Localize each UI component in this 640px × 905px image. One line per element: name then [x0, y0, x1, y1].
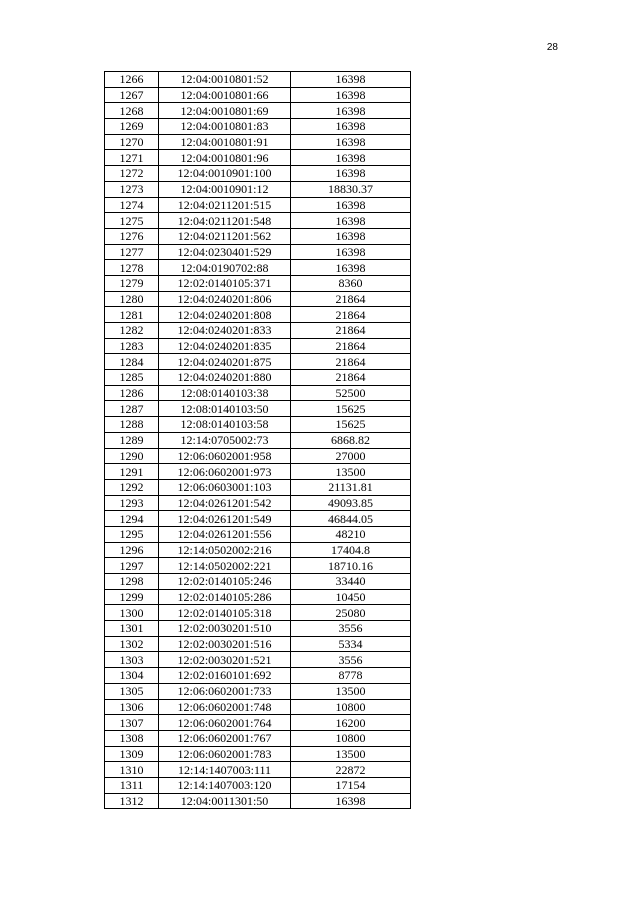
value-cell: 16398 — [291, 260, 411, 276]
table-row — [105, 401, 411, 417]
value-cell: 16398 — [291, 87, 411, 103]
data-table — [104, 71, 411, 809]
cadastral-number-cell: 12:02:0030201:516 — [159, 636, 291, 652]
table-row — [105, 526, 411, 542]
cadastral-number-cell: 12:04:0010801:91 — [159, 134, 291, 150]
table-row — [105, 244, 411, 260]
row-number-cell: 1279 — [105, 275, 159, 291]
table-row — [105, 746, 411, 762]
value-cell: 15625 — [291, 417, 411, 433]
table-row — [105, 636, 411, 652]
table-row — [105, 417, 411, 433]
value-cell: 16200 — [291, 715, 411, 731]
cadastral-number-cell: 12:02:0030201:521 — [159, 652, 291, 668]
table-row — [105, 683, 411, 699]
cadastral-number-cell: 12:02:0140105:371 — [159, 275, 291, 291]
table-row — [105, 777, 411, 793]
table-row — [105, 699, 411, 715]
cadastral-number-cell: 12:14:0502002:221 — [159, 558, 291, 574]
table-row — [105, 668, 411, 684]
table-row — [105, 119, 411, 135]
row-number-cell: 1290 — [105, 448, 159, 464]
row-number-cell: 1266 — [105, 72, 159, 88]
table-row — [105, 370, 411, 386]
value-cell: 16398 — [291, 244, 411, 260]
cadastral-number-cell: 12:04:0010801:69 — [159, 103, 291, 119]
table-row — [105, 432, 411, 448]
cadastral-number-cell: 12:04:0211201:515 — [159, 197, 291, 213]
table-row — [105, 103, 411, 119]
table-row — [105, 495, 411, 511]
value-cell: 49093.85 — [291, 495, 411, 511]
value-cell: 52500 — [291, 385, 411, 401]
table-row — [105, 558, 411, 574]
value-cell: 21131.81 — [291, 479, 411, 495]
table-row — [105, 621, 411, 637]
table-row — [105, 291, 411, 307]
row-number-cell: 1288 — [105, 417, 159, 433]
cadastral-number-cell: 12:08:0140103:50 — [159, 401, 291, 417]
table-row — [105, 307, 411, 323]
cadastral-number-cell: 12:14:0502002:216 — [159, 542, 291, 558]
table-row — [105, 793, 411, 809]
table-row — [105, 166, 411, 182]
cadastral-number-cell: 12:04:0190702:88 — [159, 260, 291, 276]
value-cell: 16398 — [291, 166, 411, 182]
table-body — [105, 72, 411, 809]
row-number-cell: 1285 — [105, 370, 159, 386]
value-cell: 15625 — [291, 401, 411, 417]
cadastral-number-cell: 12:04:0261201:542 — [159, 495, 291, 511]
table-row — [105, 479, 411, 495]
value-cell: 13500 — [291, 746, 411, 762]
row-number-cell: 1269 — [105, 119, 159, 135]
cadastral-number-cell: 12:04:0010901:12 — [159, 181, 291, 197]
row-number-cell: 1292 — [105, 479, 159, 495]
cadastral-number-cell: 12:06:0602001:733 — [159, 683, 291, 699]
table-row — [105, 213, 411, 229]
cadastral-number-cell: 12:04:0261201:556 — [159, 526, 291, 542]
row-number-cell: 1300 — [105, 605, 159, 621]
value-cell: 16398 — [291, 72, 411, 88]
row-number-cell: 1271 — [105, 150, 159, 166]
table-row — [105, 385, 411, 401]
value-cell: 17404.8 — [291, 542, 411, 558]
row-number-cell: 1291 — [105, 464, 159, 480]
cadastral-number-cell: 12:04:0211201:548 — [159, 213, 291, 229]
cadastral-number-cell: 12:04:0011301:50 — [159, 793, 291, 809]
cadastral-number-cell: 12:06:0602001:767 — [159, 730, 291, 746]
row-number-cell: 1273 — [105, 181, 159, 197]
row-number-cell: 1284 — [105, 354, 159, 370]
row-number-cell: 1270 — [105, 134, 159, 150]
cadastral-number-cell: 12:02:0140105:318 — [159, 605, 291, 621]
cadastral-number-cell: 12:02:0140105:286 — [159, 589, 291, 605]
value-cell: 10450 — [291, 589, 411, 605]
row-number-cell: 1303 — [105, 652, 159, 668]
cadastral-number-cell: 12:04:0240201:880 — [159, 370, 291, 386]
cadastral-number-cell: 12:04:0010801:96 — [159, 150, 291, 166]
value-cell: 16398 — [291, 213, 411, 229]
value-cell: 21864 — [291, 354, 411, 370]
value-cell: 21864 — [291, 323, 411, 339]
value-cell: 17154 — [291, 777, 411, 793]
value-cell: 10800 — [291, 699, 411, 715]
table-row — [105, 228, 411, 244]
cadastral-number-cell: 12:04:0010801:66 — [159, 87, 291, 103]
value-cell: 16398 — [291, 103, 411, 119]
value-cell: 16398 — [291, 793, 411, 809]
table-row — [105, 589, 411, 605]
table-row — [105, 464, 411, 480]
table-row — [105, 448, 411, 464]
row-number-cell: 1296 — [105, 542, 159, 558]
cadastral-number-cell: 12:04:0240201:806 — [159, 291, 291, 307]
cadastral-number-cell: 12:04:0240201:835 — [159, 338, 291, 354]
value-cell: 21864 — [291, 291, 411, 307]
cadastral-number-cell: 12:02:0160101:692 — [159, 668, 291, 684]
row-number-cell: 1267 — [105, 87, 159, 103]
table-row — [105, 542, 411, 558]
value-cell: 18710.16 — [291, 558, 411, 574]
table-row — [105, 181, 411, 197]
value-cell: 3556 — [291, 652, 411, 668]
value-cell: 6868.82 — [291, 432, 411, 448]
table-row — [105, 87, 411, 103]
cadastral-number-cell: 12:14:1407003:120 — [159, 777, 291, 793]
value-cell: 16398 — [291, 119, 411, 135]
cadastral-number-cell: 12:14:0705002:73 — [159, 432, 291, 448]
row-number-cell: 1280 — [105, 291, 159, 307]
cadastral-number-cell: 12:04:0261201:549 — [159, 511, 291, 527]
row-number-cell: 1278 — [105, 260, 159, 276]
table-row — [105, 260, 411, 276]
row-number-cell: 1289 — [105, 432, 159, 448]
row-number-cell: 1305 — [105, 683, 159, 699]
value-cell: 27000 — [291, 448, 411, 464]
row-number-cell: 1308 — [105, 730, 159, 746]
row-number-cell: 1299 — [105, 589, 159, 605]
table-row — [105, 605, 411, 621]
row-number-cell: 1286 — [105, 385, 159, 401]
table-row — [105, 134, 411, 150]
value-cell: 25080 — [291, 605, 411, 621]
value-cell: 5334 — [291, 636, 411, 652]
row-number-cell: 1282 — [105, 323, 159, 339]
cadastral-number-cell: 12:14:1407003:111 — [159, 762, 291, 778]
cadastral-number-cell: 12:06:0602001:783 — [159, 746, 291, 762]
table-row — [105, 762, 411, 778]
value-cell: 3556 — [291, 621, 411, 637]
table-row — [105, 275, 411, 291]
cadastral-number-cell: 12:04:0010901:100 — [159, 166, 291, 182]
cadastral-number-cell: 12:06:0602001:958 — [159, 448, 291, 464]
cadastral-number-cell: 12:06:0602001:748 — [159, 699, 291, 715]
page-number: 28 — [546, 42, 558, 53]
cadastral-number-cell: 12:04:0240201:833 — [159, 323, 291, 339]
row-number-cell: 1274 — [105, 197, 159, 213]
value-cell: 16398 — [291, 228, 411, 244]
row-number-cell: 1297 — [105, 558, 159, 574]
cadastral-number-cell: 12:04:0010801:83 — [159, 119, 291, 135]
row-number-cell: 1272 — [105, 166, 159, 182]
value-cell: 13500 — [291, 464, 411, 480]
cadastral-number-cell: 12:06:0603001:103 — [159, 479, 291, 495]
row-number-cell: 1302 — [105, 636, 159, 652]
value-cell: 8360 — [291, 275, 411, 291]
value-cell: 18830.37 — [291, 181, 411, 197]
value-cell: 48210 — [291, 526, 411, 542]
cadastral-number-cell: 12:04:0230401:529 — [159, 244, 291, 260]
cadastral-number-cell: 12:04:0010801:52 — [159, 72, 291, 88]
row-number-cell: 1309 — [105, 746, 159, 762]
row-number-cell: 1307 — [105, 715, 159, 731]
row-number-cell: 1283 — [105, 338, 159, 354]
row-number-cell: 1310 — [105, 762, 159, 778]
value-cell: 22872 — [291, 762, 411, 778]
row-number-cell: 1293 — [105, 495, 159, 511]
value-cell: 46844.05 — [291, 511, 411, 527]
value-cell: 10800 — [291, 730, 411, 746]
value-cell: 13500 — [291, 683, 411, 699]
table-row — [105, 323, 411, 339]
row-number-cell: 1306 — [105, 699, 159, 715]
value-cell: 21864 — [291, 338, 411, 354]
row-number-cell: 1268 — [105, 103, 159, 119]
value-cell: 21864 — [291, 370, 411, 386]
table-row — [105, 354, 411, 370]
table-row — [105, 511, 411, 527]
cadastral-number-cell: 12:02:0030201:510 — [159, 621, 291, 637]
row-number-cell: 1294 — [105, 511, 159, 527]
row-number-cell: 1298 — [105, 574, 159, 590]
value-cell: 16398 — [291, 134, 411, 150]
value-cell: 16398 — [291, 150, 411, 166]
value-cell: 21864 — [291, 307, 411, 323]
cadastral-number-cell: 12:04:0240201:808 — [159, 307, 291, 323]
table-row — [105, 730, 411, 746]
row-number-cell: 1312 — [105, 793, 159, 809]
table-row — [105, 338, 411, 354]
cadastral-number-cell: 12:08:0140103:58 — [159, 417, 291, 433]
cadastral-number-cell: 12:02:0140105:246 — [159, 574, 291, 590]
table-row — [105, 574, 411, 590]
value-cell: 16398 — [291, 197, 411, 213]
row-number-cell: 1304 — [105, 668, 159, 684]
cadastral-number-cell: 12:06:0602001:973 — [159, 464, 291, 480]
value-cell: 33440 — [291, 574, 411, 590]
table-row — [105, 197, 411, 213]
value-cell: 8778 — [291, 668, 411, 684]
row-number-cell: 1311 — [105, 777, 159, 793]
cadastral-number-cell: 12:04:0211201:562 — [159, 228, 291, 244]
cadastral-number-cell: 12:06:0602001:764 — [159, 715, 291, 731]
row-number-cell: 1277 — [105, 244, 159, 260]
row-number-cell: 1287 — [105, 401, 159, 417]
table-row — [105, 652, 411, 668]
row-number-cell: 1301 — [105, 621, 159, 637]
table-row — [105, 72, 411, 88]
row-number-cell: 1275 — [105, 213, 159, 229]
table-row — [105, 715, 411, 731]
cadastral-number-cell: 12:04:0240201:875 — [159, 354, 291, 370]
row-number-cell: 1281 — [105, 307, 159, 323]
row-number-cell: 1295 — [105, 526, 159, 542]
cadastral-number-cell: 12:08:0140103:38 — [159, 385, 291, 401]
row-number-cell: 1276 — [105, 228, 159, 244]
table-row — [105, 150, 411, 166]
